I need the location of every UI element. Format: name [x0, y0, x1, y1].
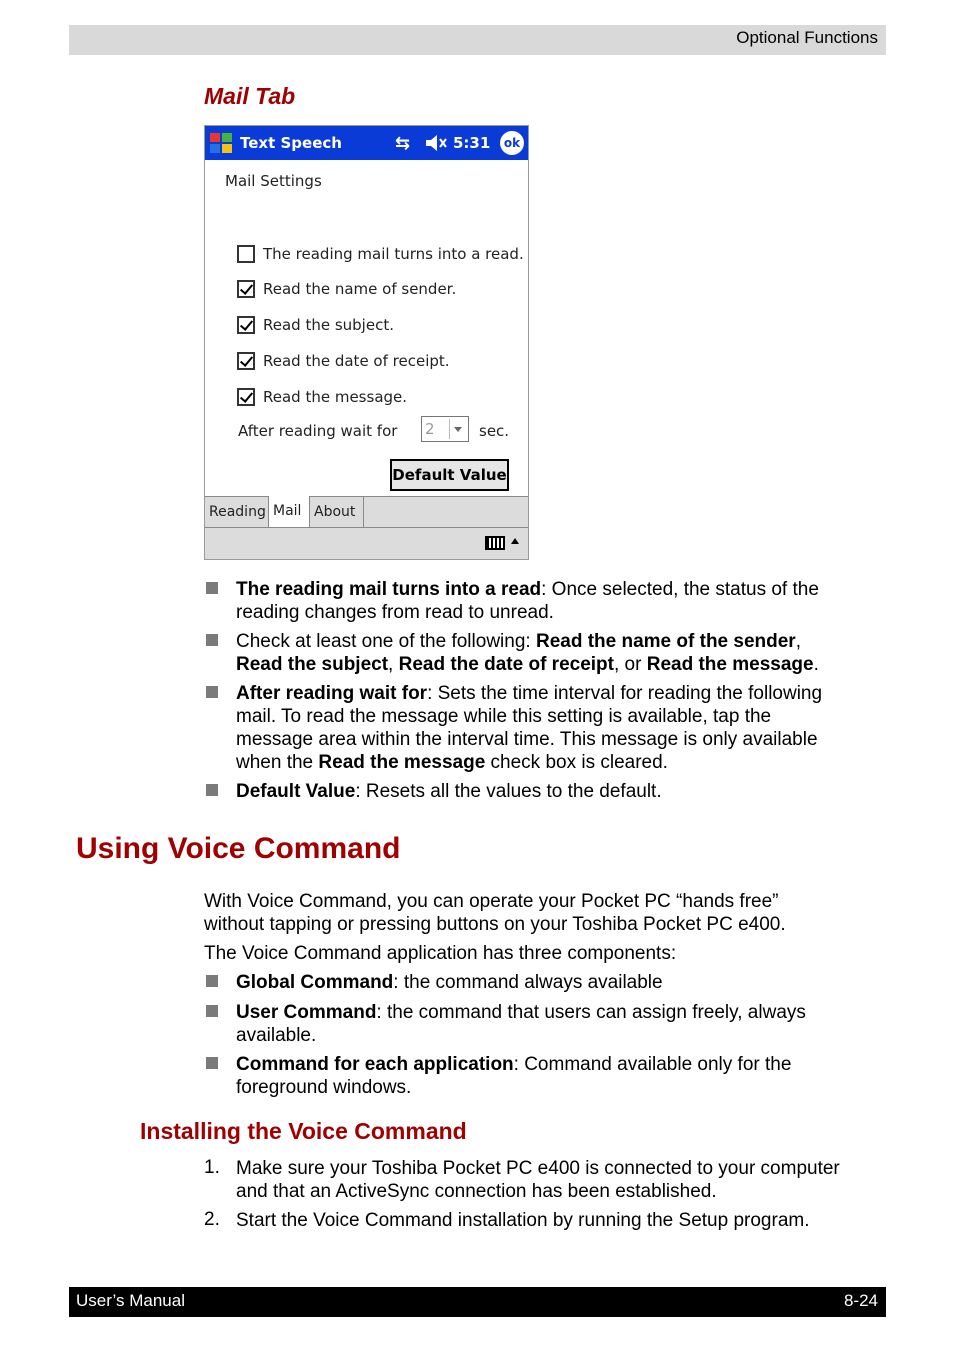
bullet-icon [206, 582, 218, 594]
tab-mail[interactable]: Mail [269, 496, 310, 527]
checkbox-sender[interactable] [237, 280, 255, 298]
page-header [69, 25, 886, 55]
default-value-button[interactable]: Default Value [390, 459, 509, 491]
bullet-icon [206, 975, 218, 987]
paragraph: The Voice Command application has three components: [204, 943, 677, 964]
wait-label: After reading wait for [238, 422, 398, 440]
input-menu-arrow-icon[interactable] [511, 538, 519, 544]
page-number: 8-24 [843, 1291, 878, 1310]
bullet-icon [206, 1057, 218, 1069]
wait-seconds-value: 2 [425, 420, 435, 438]
mail-tab-heading: Mail Tab [204, 83, 296, 109]
volume-icon[interactable] [423, 132, 449, 154]
tab-reading[interactable]: Reading [205, 497, 269, 527]
list-item: Global Command: the command always available [236, 972, 663, 993]
list-item: Make sure your Toshiba Pocket PC e400 is connected to your computer and that an ActiveSync connection has been established. [236, 1158, 840, 1202]
checkbox-date[interactable] [237, 352, 255, 370]
list-item: Command for each application: Command available only for the foreground windows. [236, 1054, 792, 1098]
list-item: User Command: the command that users can assign freely, always available. [236, 1002, 806, 1046]
bullet-icon [206, 784, 218, 796]
page-footer [69, 1287, 886, 1317]
tab-about[interactable]: About [310, 497, 364, 527]
checkbox-mark-read[interactable] [237, 245, 255, 263]
step-number: 1. [204, 1157, 220, 1178]
ppc-title-bar [205, 126, 528, 160]
ppc-app-title: Text Speech [240, 134, 342, 152]
checkbox-label: Read the subject. [263, 316, 394, 334]
manual-title: User’s Manual [76, 1291, 185, 1310]
checkbox-label: Read the message. [263, 388, 408, 406]
mail-settings-label: Mail Settings [225, 172, 322, 190]
paragraph: With Voice Command, you can operate your Pocket PC “hands free” without tapping or pressing buttons on your Toshiba Pocket PC e400. [204, 891, 786, 935]
wait-seconds-select[interactable] [421, 416, 469, 442]
checkbox-message[interactable] [237, 388, 255, 406]
checkbox-subject[interactable] [237, 316, 255, 334]
checkbox-label: Read the date of receipt. [263, 352, 450, 370]
windows-start-icon[interactable] [208, 130, 234, 156]
section-title-voice-command: Using Voice Command [76, 832, 401, 865]
checkbox-label: Read the name of sender. [263, 280, 457, 298]
list-item: The reading mail turns into a read: Once selected, the status of the reading changes from read to unread. [236, 579, 819, 623]
bullet-icon [206, 634, 218, 646]
chevron-down-icon[interactable] [449, 419, 466, 439]
pocket-pc-screenshot [204, 125, 529, 560]
list-item: Start the Voice Command installation by running the Setup program. [236, 1210, 810, 1231]
connectivity-icon[interactable]: ⇆ [395, 133, 411, 154]
subsection-title-installing: Installing the Voice Command [140, 1118, 467, 1144]
bullet-icon [206, 1005, 218, 1017]
list-item: Check at least one of the following: Read the name of the sender, Read the subject, Read the date of receipt, or Read the message. [236, 631, 819, 675]
keyboard-icon[interactable] [485, 536, 505, 550]
bullet-icon [206, 686, 218, 698]
seconds-unit-label: sec. [479, 422, 510, 440]
list-item: After reading wait for: Sets the time interval for reading the following mail. To read the message while this setting is available, tap the message area within the interval time. This message is only available when the Read the message check box is cleared. [236, 683, 823, 773]
command-bar [205, 527, 528, 560]
clock-time[interactable]: 5:31 [453, 134, 491, 152]
header-section-title: Optional Functions [736, 28, 878, 47]
ok-button[interactable]: ok [500, 131, 524, 155]
checkbox-label: The reading mail turns into a read. [263, 245, 524, 263]
tab-bar [205, 496, 528, 528]
step-number: 2. [204, 1209, 220, 1230]
list-item: Default Value: Resets all the values to the default. [236, 781, 662, 802]
